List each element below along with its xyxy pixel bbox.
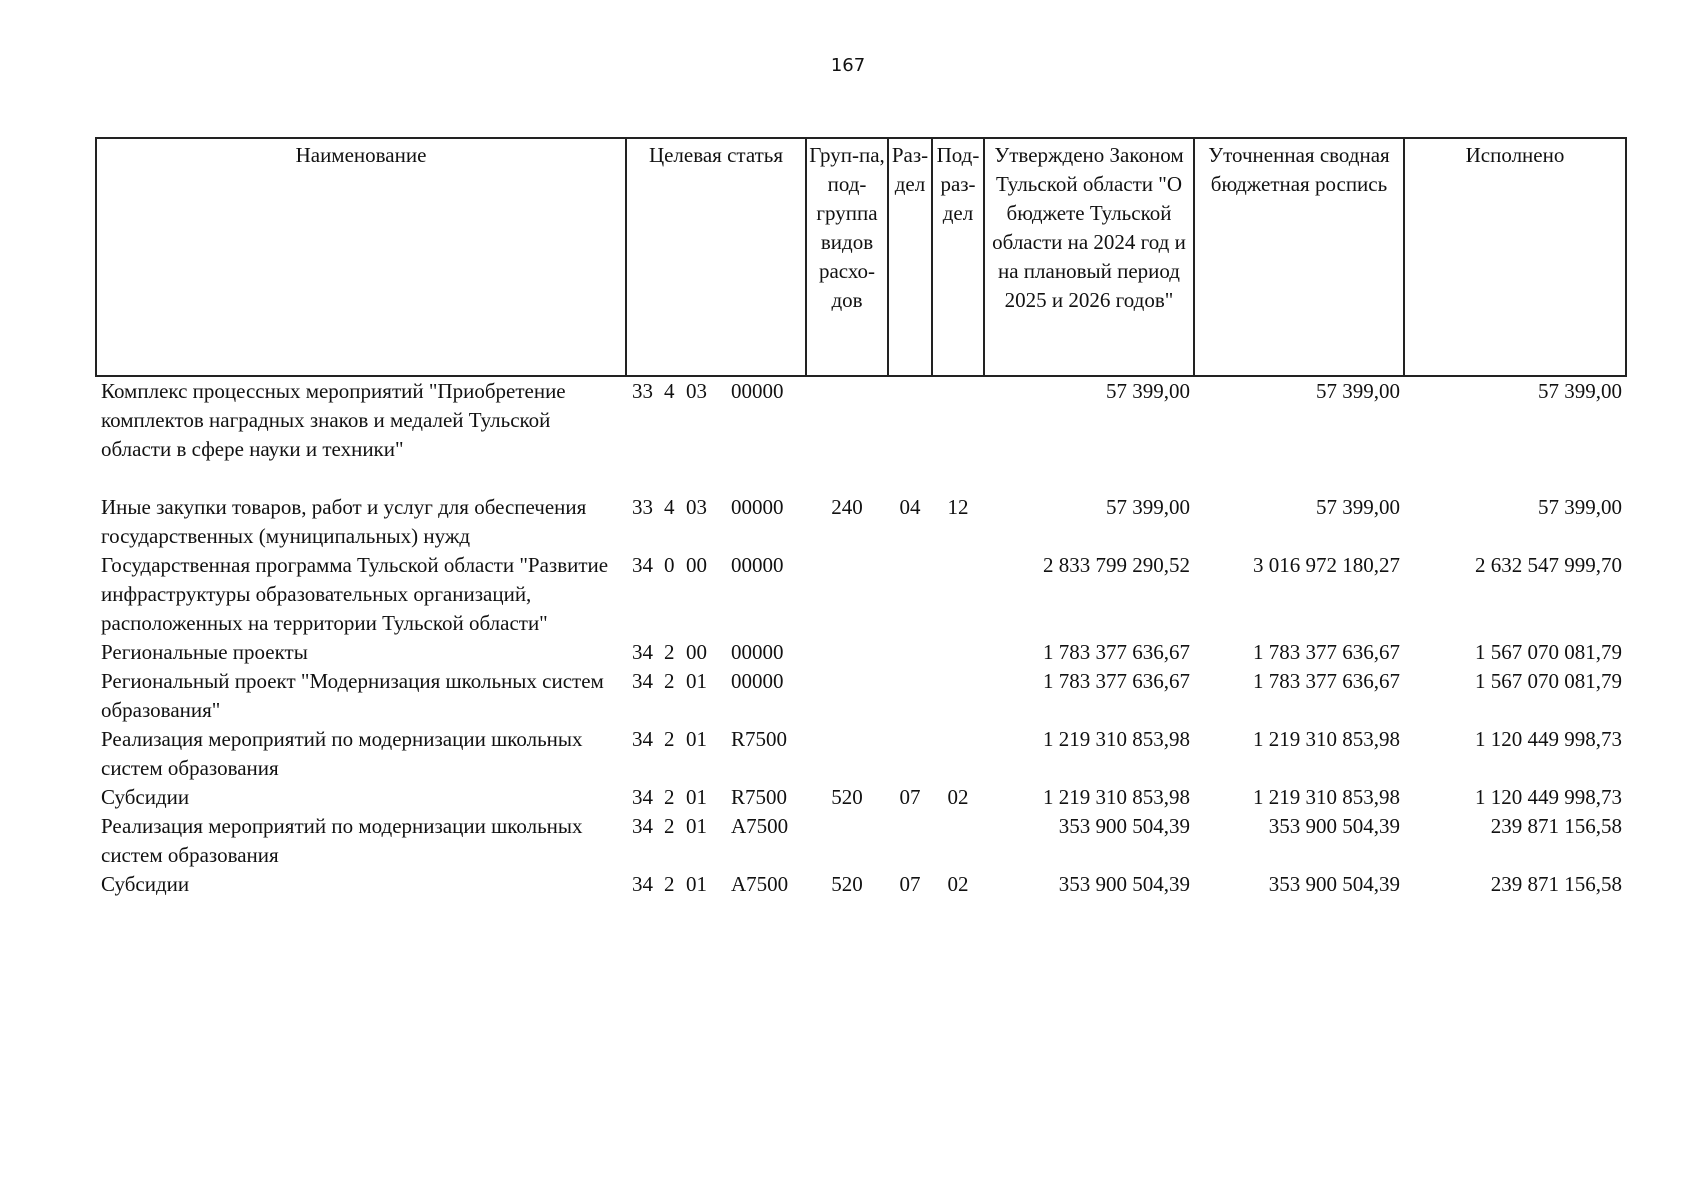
row-target-code: 34 2 01 R7500	[632, 727, 788, 751]
row-target-code: 33 4 03 00000	[632, 495, 784, 519]
row-approved: 1 783 377 636,67	[1043, 640, 1190, 664]
budget-table-container	[95, 137, 1625, 899]
row-executed: 239 871 156,58	[1490, 872, 1622, 896]
row-name: Региональные проекты	[101, 640, 308, 664]
table-row	[96, 812, 1626, 870]
row-executed: 2 632 547 999,70	[1475, 553, 1622, 577]
budget-table	[95, 137, 1627, 899]
row-executed: 239 871 156,58	[1490, 814, 1622, 838]
row-target-code: 34 0 00 00000	[632, 553, 784, 577]
row-refined: 57 399,00	[1316, 495, 1400, 519]
row-subsection: 12	[947, 495, 969, 519]
header-executed: Исполнено	[1404, 138, 1626, 376]
table-header	[96, 138, 1626, 376]
row-target-code: 34 2 00 00000	[632, 640, 784, 664]
header-name: Наименование	[96, 138, 626, 376]
row-subsection	[932, 812, 984, 870]
table-row	[96, 667, 1626, 725]
row-subsection: 02	[947, 785, 969, 809]
row-target-code: 34 2 01 А7500	[632, 872, 789, 896]
header-section: Раз-дел	[888, 138, 932, 376]
row-refined: 57 399,00	[1316, 379, 1400, 403]
row-approved: 353 900 504,39	[1058, 872, 1190, 896]
row-approved: 57 399,00	[1106, 495, 1190, 519]
table-row	[96, 493, 1626, 551]
table-row	[96, 783, 1626, 812]
header-target-article: Целевая статья	[626, 138, 806, 376]
row-subsection: 02	[947, 872, 969, 896]
row-executed: 1 567 070 081,79	[1475, 669, 1622, 693]
row-target-code: 33 4 03 00000	[632, 379, 784, 403]
row-subsection	[932, 725, 984, 783]
row-group	[806, 812, 888, 870]
row-refined: 3 016 972 180,27	[1253, 553, 1400, 577]
row-name: Реализация мероприятий по модернизации школьных систем образования	[101, 814, 583, 867]
row-group	[806, 376, 888, 493]
row-approved: 1 783 377 636,67	[1043, 669, 1190, 693]
table-row	[96, 551, 1626, 638]
row-section: 07	[899, 785, 921, 809]
row-target-code: 34 2 01 R7500	[632, 785, 788, 809]
row-group	[806, 725, 888, 783]
row-refined: 1 783 377 636,67	[1253, 669, 1400, 693]
row-executed: 57 399,00	[1538, 379, 1622, 403]
row-subsection	[932, 551, 984, 638]
row-name: Иные закупки товаров, работ и услуг для обеспечения государственных (муниципальных) нужд	[101, 495, 587, 548]
row-group: 240	[831, 495, 863, 519]
header-refined: Уточненная сводная бюджетная роспись	[1194, 138, 1404, 376]
header-approved: Утверждено Законом Тульской области "О бюджете Тульской области на 2024 год и на плановый период 2025 и 2026 годов"	[984, 138, 1194, 376]
table-row	[96, 870, 1626, 899]
row-refined: 1 219 310 853,98	[1253, 785, 1400, 809]
row-section	[888, 376, 932, 493]
row-target-code: 34 2 01 А7500	[632, 814, 789, 838]
table-row	[96, 638, 1626, 667]
row-refined: 1 783 377 636,67	[1253, 640, 1400, 664]
row-group	[806, 667, 888, 725]
row-refined: 1 219 310 853,98	[1253, 727, 1400, 751]
row-approved: 1 219 310 853,98	[1043, 785, 1190, 809]
row-target-code: 34 2 01 00000	[632, 669, 784, 693]
page-number: 167	[830, 55, 866, 76]
row-name: Субсидии	[101, 872, 190, 896]
row-subsection	[932, 376, 984, 493]
row-approved: 2 833 799 290,52	[1043, 553, 1190, 577]
row-section: 04	[899, 495, 921, 519]
row-executed: 1 567 070 081,79	[1475, 640, 1622, 664]
row-refined: 353 900 504,39	[1268, 872, 1400, 896]
row-section	[888, 812, 932, 870]
row-group: 520	[831, 872, 863, 896]
header-subsection: Под-раз-дел	[932, 138, 984, 376]
row-name: Комплекс процессных мероприятий "Приобретение комплектов наградных знаков и медалей Тульской области в сфере науки и техники"	[101, 379, 566, 461]
row-section	[888, 638, 932, 667]
row-group: 520	[831, 785, 863, 809]
row-subsection	[932, 667, 984, 725]
row-name: Государственная программа Тульской области "Развитие инфраструктуры образовательных организаций, расположенных на территории Тульской области"	[101, 553, 609, 635]
row-approved: 1 219 310 853,98	[1043, 727, 1190, 751]
row-section	[888, 667, 932, 725]
row-group	[806, 638, 888, 667]
row-approved: 57 399,00	[1106, 379, 1190, 403]
row-section: 07	[899, 872, 921, 896]
table-row	[96, 725, 1626, 783]
row-approved: 353 900 504,39	[1058, 814, 1190, 838]
row-name: Субсидии	[101, 785, 190, 809]
row-section	[888, 725, 932, 783]
row-executed: 1 120 449 998,73	[1475, 785, 1622, 809]
row-section	[888, 551, 932, 638]
row-name: Региональный проект "Модернизация школьных систем образования"	[101, 669, 604, 722]
row-executed: 1 120 449 998,73	[1475, 727, 1622, 751]
table-row	[96, 376, 1626, 493]
row-name: Реализация мероприятий по модернизации школьных систем образования	[101, 727, 583, 780]
table-body	[96, 376, 1626, 899]
row-refined: 353 900 504,39	[1268, 814, 1400, 838]
row-group	[806, 551, 888, 638]
row-subsection	[932, 638, 984, 667]
row-executed: 57 399,00	[1538, 495, 1622, 519]
header-expense-group: Груп-па, под-группа видов расхо-дов	[806, 138, 888, 376]
